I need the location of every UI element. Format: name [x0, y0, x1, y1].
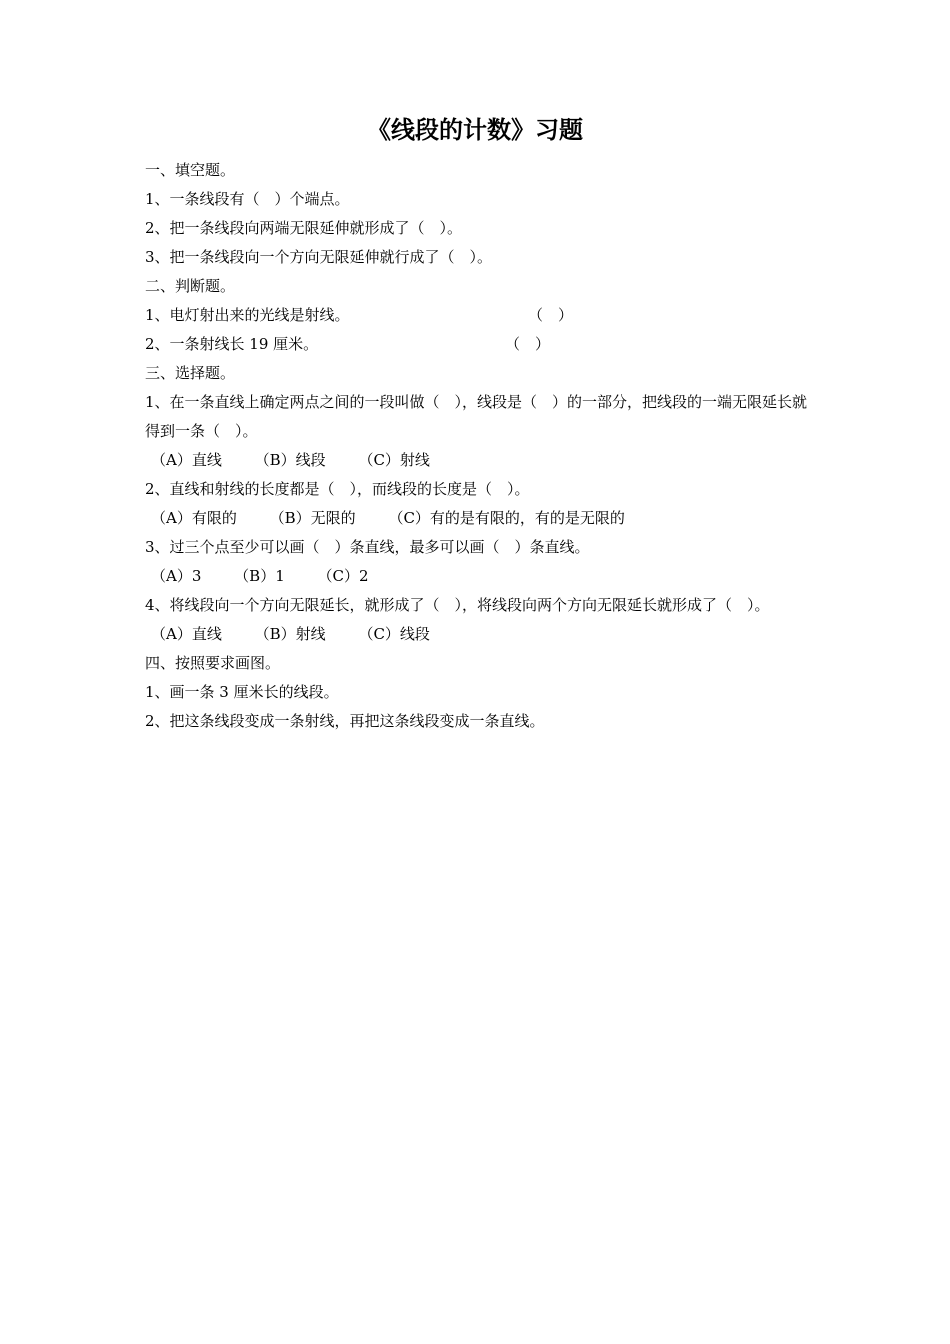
choice-question-1: 1、在一条直线上确定两点之间的一段叫做（ ），线段是（ ）的一部分，把线段的一端无限延长就得到一条（ ）。 [145, 393, 808, 440]
judge-question-2 [145, 330, 810, 359]
choice-question-3-option-c: （C）2 [317, 567, 369, 585]
choice-question-3-option-b: （B）1 [234, 567, 285, 585]
fill-question-2: 2、把一条线段向两端无限延伸就形成了（ ）。 [145, 219, 463, 237]
draw-question-1: 1、画一条 3 厘米长的线段。 [145, 683, 339, 701]
judge-question-1 [145, 301, 810, 330]
document-title: 《线段的计数》习题 [367, 116, 583, 144]
choice-question-4-option-b: （B）射线 [254, 625, 326, 643]
choice-question-2-option-c: （C）有的是有限的，有的是无限的 [388, 509, 625, 527]
judge-question-1-answer-blank: （ ） [528, 306, 574, 324]
choice-question-3-options [145, 562, 810, 591]
section-heading-choice: 三、选择题。 [145, 364, 236, 382]
judge-question-2-answer-blank: （ ） [505, 335, 551, 353]
fill-question-3: 3、把一条线段向一个方向无限延伸就行成了（ ）。 [145, 248, 493, 266]
draw-question-2: 2、把这条线段变成一条射线，再把这条线段变成一条直线。 [145, 712, 545, 730]
choice-question-1-option-b: （B）线段 [254, 451, 326, 469]
section-heading-fill: 一、填空题。 [145, 161, 236, 179]
judge-question-1-text: 1、电灯射出来的光线是射线。 [145, 306, 350, 324]
section-heading-judge: 二、判断题。 [145, 277, 236, 295]
section-heading-draw: 四、按照要求画图。 [145, 654, 281, 672]
choice-question-2-option-b: （B）无限的 [269, 509, 356, 527]
choice-question-2-option-a: （A）有限的 [151, 509, 237, 527]
choice-question-3: 3、过三个点至少可以画（ ）条直线，最多可以画（ ）条直线。 [145, 538, 590, 556]
choice-question-1-option-a: （A）直线 [151, 451, 222, 469]
choice-question-4-option-a: （A）直线 [151, 625, 222, 643]
choice-question-1-option-c: （C）射线 [358, 451, 430, 469]
choice-question-2-options [145, 504, 810, 533]
judge-question-2-text: 2、一条射线长 19 厘米。 [145, 335, 319, 353]
choice-question-4-options [145, 620, 810, 649]
fill-question-1: 1、一条线段有（ ）个端点。 [145, 190, 350, 208]
document-body [145, 156, 810, 736]
choice-question-3-option-a: （A）3 [151, 567, 202, 585]
choice-question-4: 4、将线段向一个方向无限延长，就形成了（ ），将线段向两个方向无限延长就形成了（ ）。 [145, 596, 770, 614]
choice-question-2: 2、直线和射线的长度都是（ ），而线段的长度是（ ）。 [145, 480, 530, 498]
choice-question-4-option-c: （C）线段 [358, 625, 430, 643]
choice-question-1-options [145, 446, 810, 475]
